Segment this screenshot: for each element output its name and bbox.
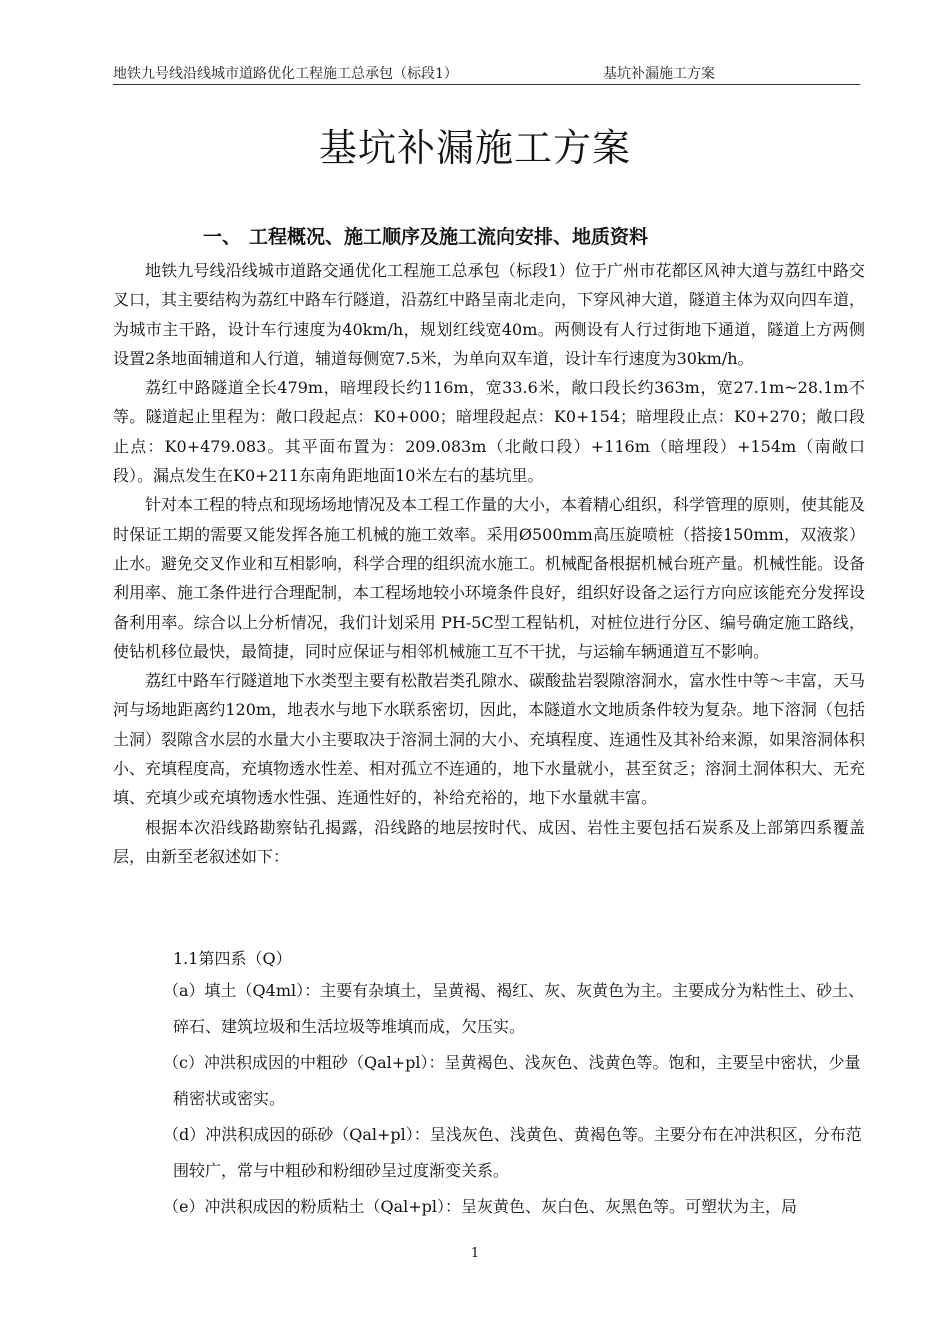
subsection-heading: 1.1第四系（Q） <box>173 949 292 968</box>
paragraph: 根据本次沿线路勘察钻孔揭露，沿线路的地层按时代、成因、岩性主要包括石炭系及上部第四系覆盖层，由新至老叙述如下： <box>113 817 865 866</box>
document-title: 基坑补漏施工方案 <box>318 126 631 170</box>
list-item: （a）填土（Q4ml）：主要有杂填土，呈黄褐、褐红、灰、灰黄色为主。主要成分为粘性土、砂土、碎石、建筑垃圾和生活垃圾等堆填而成，欠压实。 <box>163 981 865 1036</box>
paragraph: 荔红中路车行隧道地下水类型主要有松散岩类孔隙水、碳酸盐岩裂隙溶洞水，富水性中等～丰富，天马河与场地距离约120m，地表水与地下水联系密切，因此，本隧道水文地质条件较为复杂。地下溶洞（包括土洞）裂隙含水层的水量大小主要取决于溶洞土洞的大小、充填程度、连通性及其补给来源，如果溶洞体积小、充填程度高，充填物透水性差、相对孤立不连通的，地下水量就小，甚至贫乏；溶洞土洞体积大、无充填、充填少或充填物透水性强、连通性好的，补给充裕的，地下水量就丰富。 <box>113 671 866 808</box>
paragraph: 地铁九号线沿线城市道路交通优化工程施工总承包（标段1）位于广州市花都区风神大道与荔红中路交叉口，其主要结构为荔红中路车行隧道，沿荔红中路呈南北走向，下穿风神大道，隧道主体为双向四车道，为城市主干路，设计车行速度为40km/h，规划红线宽40m。两侧设有人行过街地下通道，隧道上方两侧设置2条地面辅道和人行道，辅道每侧宽7.5米，为单向双车道，设计车行速度为30km/h。 <box>113 261 866 368</box>
list-item: （e）冲洪积成因的粉质粘土（Qal+pl）：呈灰黄色、灰白色、灰黑色等。可塑状为主，局 <box>163 1197 798 1216</box>
paragraph: 针对本工程的特点和现场场地情况及本工程工作量的大小，本着精心组织，科学管理的原则，使其能及时保证工期的需要又能发挥各施工机械的施工效率。采用Ø500mm高压旋喷桩（搭接150mm，双液浆）止水。避免交叉作业和互相影响，科学合理的组织流水施工。机械配备根据机械台班产量。机械性能。设备利用率、施工条件进行合理配制，本工程场地较小环境条件良好，组织好设备之运行方向应该能充分发挥设备利用率。综合以上分析情况，我们计划采用 PH-5C型工程钻机，对桩位进行分区、编号确定施工路线，使钻机移位最快，最简捷，同时应保证与相邻机械施工互不干扰，与运输车辆通道互不影响。 <box>113 495 866 661</box>
section-number: 一、 <box>203 226 242 248</box>
header-document-title: 基坑补漏施工方案 <box>603 66 715 82</box>
section-title: 工程概况、施工顺序及施工流向安排、地质资料 <box>249 226 649 248</box>
body-text <box>113 256 865 871</box>
list-item: （d）冲洪积成因的砾砂（Qal+pl）：呈浅灰色、浅黄色、黄褐色等。主要分布在冲洪积区，分布范围较广，常与中粗砂和粉细砂呈过度渐变关系。 <box>163 1125 862 1180</box>
list-item: （c）冲洪积成因的中粗砂（Qal+pl）：呈黄褐色、浅灰色、浅黄色等。饱和，主要呈中密状，少量稍密状或密实。 <box>163 1053 861 1108</box>
page-number: 1 <box>470 1246 480 1261</box>
header-project-title: 地铁九号线沿线城市道路优化工程施工总承包（标段1） <box>113 66 458 82</box>
stratum-list <box>113 944 865 1225</box>
paragraph: 荔红中路隧道全长479m，暗埋段长约116m，宽33.6米，敞口段长约363m，宽27.1m~28.1m不等。隧道起止里程为：敞口段起点：K0+000；暗埋段起点：K0+154；暗埋段止点：K0+270；敞口段止点：K0+479.083。其平面布置为：209.083m（北敞口段）+116m（暗埋段）+154m（南敞口段）。漏点发生在K0+211东南角距地面10米左右的基坑里。 <box>113 378 865 486</box>
page-header <box>113 64 860 85</box>
section-heading <box>203 224 648 250</box>
